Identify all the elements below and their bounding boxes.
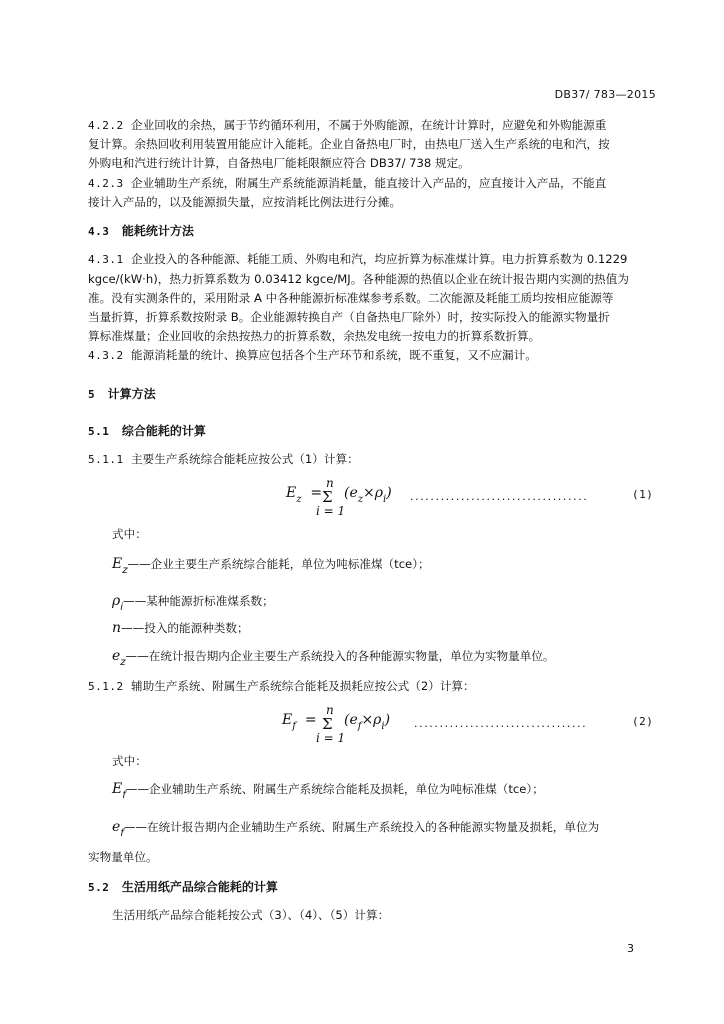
section-title: 能耗统计方法: [121, 224, 194, 238]
formula-2-leader-dots: ..................................: [414, 717, 588, 730]
clause-text-line: 企业辅助生产系统，附属生产系统能源消耗量，能直接计入产品的，应直接计入产品，不能直: [131, 176, 607, 190]
summation-symbol: Σ: [322, 715, 333, 733]
section-title: 计算方法: [107, 387, 156, 401]
summation-upper-limit: n: [326, 703, 334, 717]
clause-text: 主要生产系统综合能耗应按公式（1）计算：: [131, 452, 359, 466]
clause-4-2-2: [88, 116, 606, 135]
clause-text-line: 接计入产品的，以及能源损失量，应按消耗比例法进行分摊。: [88, 195, 402, 209]
clause-text-line: 企业回收的余热，属于节约循环利用，不属于外购能源，在统计计算时，应避免和外购能源重: [131, 118, 607, 132]
formula-2-body: $(e_f\times\rho_i)$: [344, 712, 391, 732]
section-title: 综合能耗的计算: [121, 424, 206, 438]
section-number: 4.3: [88, 225, 110, 238]
section-number: 5.2: [88, 881, 110, 894]
formula-1-body: $(e_z\times\rho_i)$: [344, 485, 392, 505]
clause-text-line: 算标准煤量；企业回收的余热按热力的折算系数，余热发电统一按电力的折算系数折算。: [88, 329, 541, 343]
summation-symbol: Σ: [322, 488, 333, 506]
section-heading-5-2: [88, 878, 278, 895]
formula-1-leader-dots: ...................................: [410, 490, 589, 503]
clause-number: 5.1.2: [88, 680, 124, 693]
clause-text: 生活用纸产品综合能耗按公式（3）、（4）、（5）计算：: [112, 908, 390, 922]
clause-4-3-1: [88, 250, 627, 269]
formula-1-number: (1): [632, 488, 654, 501]
formula-2-number: (2): [632, 715, 654, 728]
document-code-header: DB37/ 783—2015: [554, 88, 656, 101]
clause-5-1-2: [88, 677, 475, 696]
where-label: 式中：: [112, 754, 147, 768]
section-heading-5-1: [88, 422, 206, 439]
summation-lower-limit: i = 1: [316, 731, 346, 745]
clause-number: 4.2.3: [88, 177, 124, 190]
summation-lower-limit: i = 1: [316, 504, 346, 518]
clause-text-line: 实物量单位。: [88, 850, 158, 864]
section-heading-4-3: [88, 222, 194, 239]
section-number: 5.1: [88, 425, 110, 438]
clause-text-line: 能源消耗量的统计、换算应包括各个生产环节和系统，既不重复，又不应漏计。: [131, 348, 537, 362]
where-label: 式中：: [112, 527, 147, 541]
clause-text-line: 当量折算，折算系数按附录 B。企业能源转换自产（自备热电厂除外）时，按实际投入的能源实物量折: [88, 310, 610, 324]
section-heading-5: [88, 385, 156, 402]
variable-n: n——投入的能源种类数；: [112, 620, 249, 636]
variable-rho: ρi——某种能源折标准煤系数；: [112, 593, 274, 613]
clause-text-line: 复计算。余热回收利用装置用能应计入能耗。企业自备热电厂时，由热电厂送入生产系统的电和汽，按: [88, 137, 610, 151]
clause-4-3-2: [88, 346, 537, 365]
page-number: 3: [627, 942, 634, 955]
clause-text-line: kgce/(kW·h)，热力折算系数为 0.03412 kgce/MJ。各种能源的热值以企业在统计报告期内实测的热值为: [88, 272, 629, 286]
formula-1-lhs: $E_z$ =: [286, 485, 323, 505]
clause-text: 辅助生产系统、附属生产系统综合能耗及损耗应按公式（2）计算：: [131, 679, 475, 693]
clause-number: 5.1.1: [88, 453, 124, 466]
variable-ez: Ez——企业主要生产系统综合能耗，单位为吨标准煤（tce）；: [112, 556, 430, 576]
clause-4-2-3: [88, 174, 606, 193]
clause-number: 4.2.2: [88, 119, 124, 132]
variable-ef-lower: ef——在统计报告期内企业辅助生产系统、附属生产系统投入的各种能源实物量及损耗，单位为: [112, 819, 600, 839]
clause-text-line: 外购电和汽进行统计计算，自备热电厂能耗限额应符合 DB37/ 738 规定。: [88, 156, 470, 170]
clause-number: 4.3.2: [88, 349, 124, 362]
section-number: 5: [88, 388, 96, 401]
summation-upper-limit: n: [326, 476, 334, 490]
formula-2-lhs: $E_f$ =: [282, 712, 317, 732]
clause-text-line: 准。没有实测条件的，采用附录 A 中各种能源折标准煤参考系数。二次能源及耗能工质均按相应能源等: [88, 291, 614, 305]
variable-e: ez——在统计报告期内企业主要生产系统投入的各种能源实物量，单位为实物量单位。: [112, 648, 555, 668]
variable-ef: Ef——企业辅助生产系统、附属生产系统综合能耗及损耗，单位为吨标准煤（tce）；: [112, 781, 544, 801]
clause-number: 4.3.1: [88, 253, 124, 266]
clause-5-1-1: [88, 450, 359, 469]
clause-text-line: 企业投入的各种能源、耗能工质、外购电和汽，均应折算为标准煤计算。电力折算系数为 0.1229: [131, 252, 628, 266]
section-title: 生活用纸产品综合能耗的计算: [121, 880, 278, 894]
